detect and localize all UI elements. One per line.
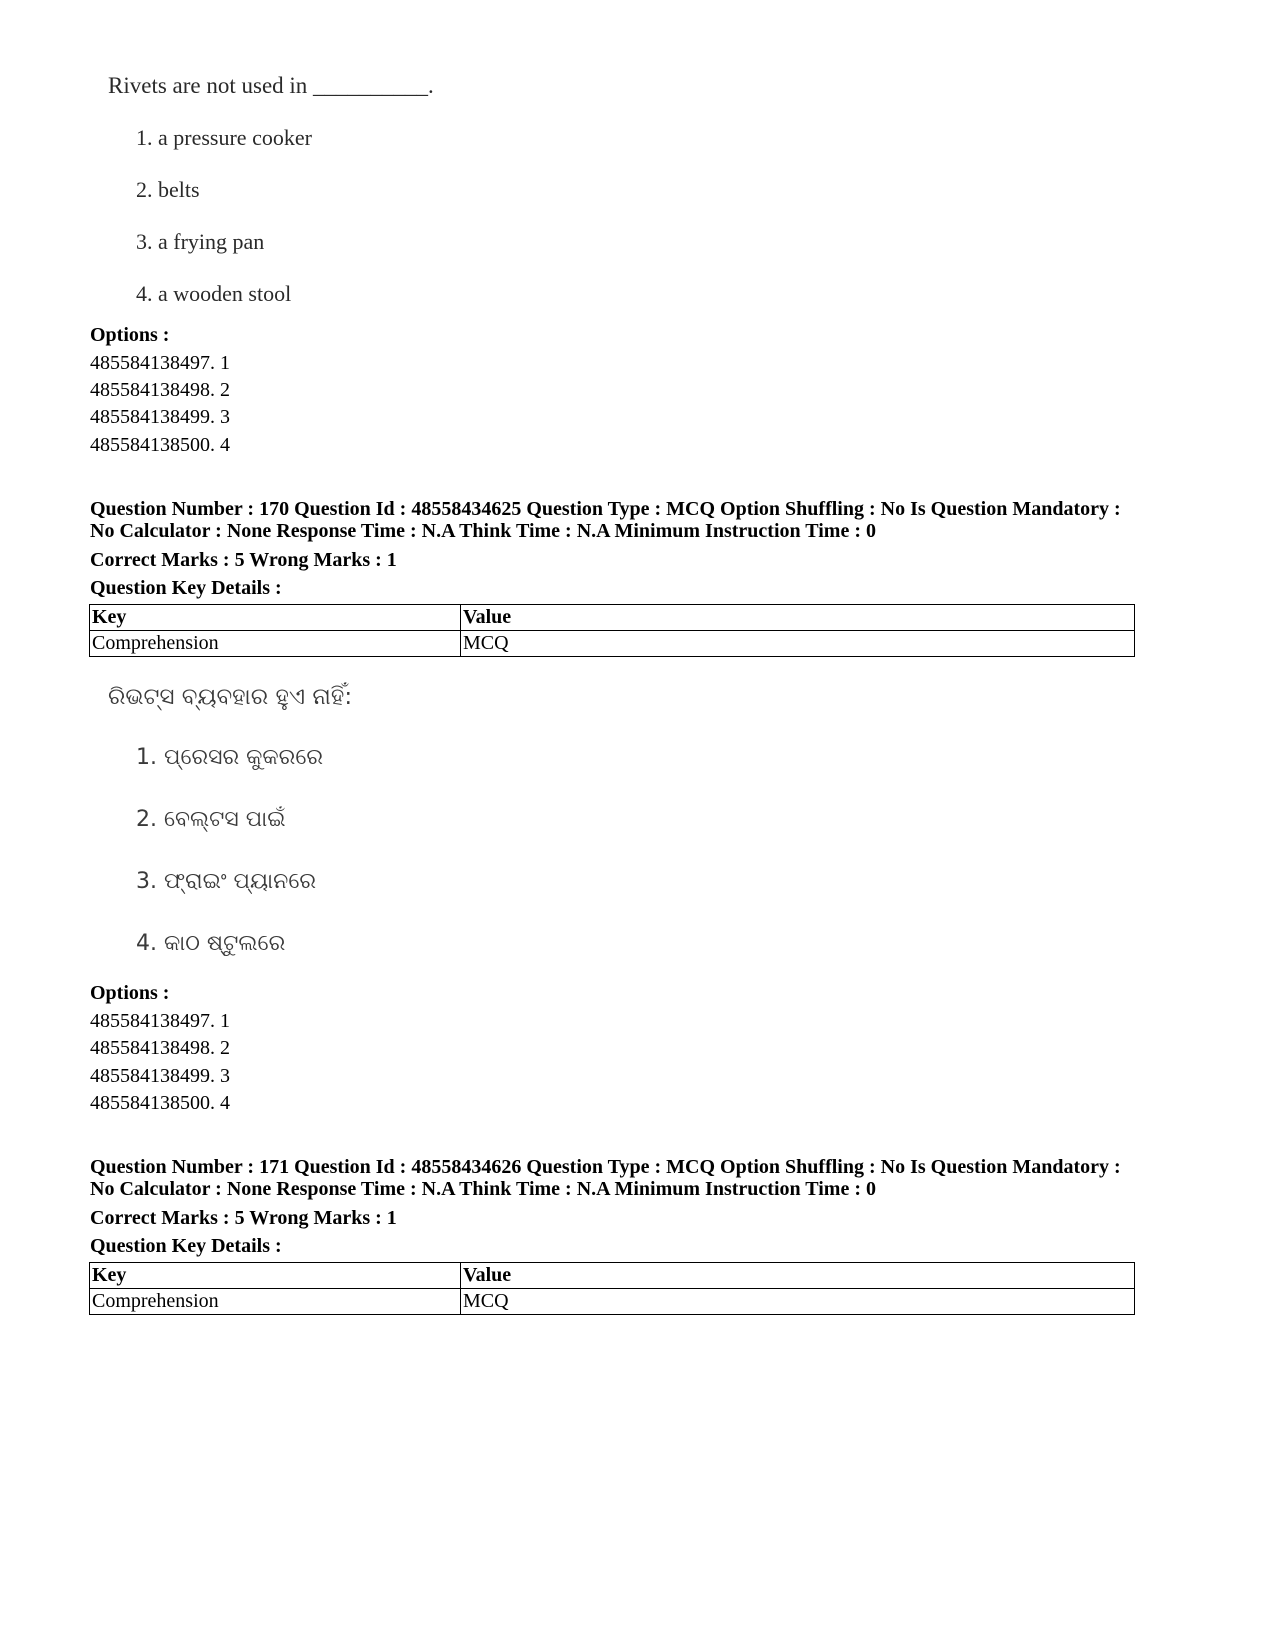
table-header-value: Value — [461, 1263, 1135, 1289]
question-stem: ରିଭଟ୍ସ ବ୍ୟବହାର ହୁଏ ନାହିଁ: — [108, 684, 353, 710]
table-cell-key: Comprehension — [90, 631, 461, 657]
table-row — [90, 631, 1135, 657]
question-meta-line2: No Calculator : None Response Time : N.A Think Time : N.A Minimum Instruction Time : 0 — [90, 1178, 876, 1200]
key-details-label: Question Key Details : — [90, 577, 282, 599]
question-meta-line1: Question Number : 171 Question Id : 48558434626 Question Type : MCQ Option Shuffling : No Is Question Mandatory : — [90, 1156, 1121, 1178]
question-meta-line2: No Calculator : None Response Time : N.A Think Time : N.A Minimum Instruction Time : 0 — [90, 520, 876, 542]
question-image-english — [108, 72, 434, 306]
table-row — [90, 1289, 1135, 1315]
table-header-row — [90, 1263, 1135, 1289]
table-header-key: Key — [90, 1263, 461, 1289]
option-line: 485584138499. 3 — [90, 1065, 230, 1087]
image-option-1: 1. ପ୍ରେସର କୁକରରେ — [136, 745, 324, 770]
table-header-row — [90, 605, 1135, 631]
key-details-table — [89, 604, 1135, 657]
table-header-value: Value — [461, 605, 1135, 631]
marks-line: Correct Marks : 5 Wrong Marks : 1 — [90, 1207, 397, 1229]
options-label: Options : — [90, 982, 170, 1004]
image-option-2: 2. ବେଲ୍ଟସ ପାଇଁ — [136, 807, 286, 832]
key-details-table — [89, 1262, 1135, 1315]
option-line: 485584138500. 4 — [90, 1092, 230, 1114]
image-option-4: 4. କାଠ ଷ୍ଟୁଲରେ — [136, 931, 286, 956]
options-label: Options : — [90, 324, 170, 346]
option-line: 485584138500. 4 — [90, 434, 230, 456]
key-details-label: Question Key Details : — [90, 1235, 282, 1257]
table-header-key: Key — [90, 605, 461, 631]
image-option-3: 3. a frying pan — [136, 229, 265, 254]
table-cell-value: MCQ — [461, 1289, 1135, 1315]
option-line: 485584138497. 1 — [90, 1010, 230, 1032]
question-meta-line1: Question Number : 170 Question Id : 48558434625 Question Type : MCQ Option Shuffling : No Is Question Mandatory : — [90, 498, 1121, 520]
image-option-4: 4. a wooden stool — [136, 281, 292, 306]
table-cell-value: MCQ — [461, 631, 1135, 657]
image-option-3: 3. ଫ୍ରାଇଂ ପ୍ୟାନରେ — [136, 869, 317, 894]
option-line: 485584138497. 1 — [90, 352, 230, 374]
option-line: 485584138498. 2 — [90, 1037, 230, 1059]
table-cell-key: Comprehension — [90, 1289, 461, 1315]
image-option-2: 2. belts — [136, 177, 200, 202]
question-meta — [90, 1156, 1180, 1200]
question-image-odia — [108, 683, 353, 956]
option-line: 485584138499. 3 — [90, 406, 230, 428]
question-meta — [90, 498, 1180, 542]
image-option-1: 1. a pressure cooker — [136, 125, 312, 150]
option-line: 485584138498. 2 — [90, 379, 230, 401]
question-stem: Rivets are not used in __________. — [108, 73, 434, 98]
marks-line: Correct Marks : 5 Wrong Marks : 1 — [90, 549, 397, 571]
